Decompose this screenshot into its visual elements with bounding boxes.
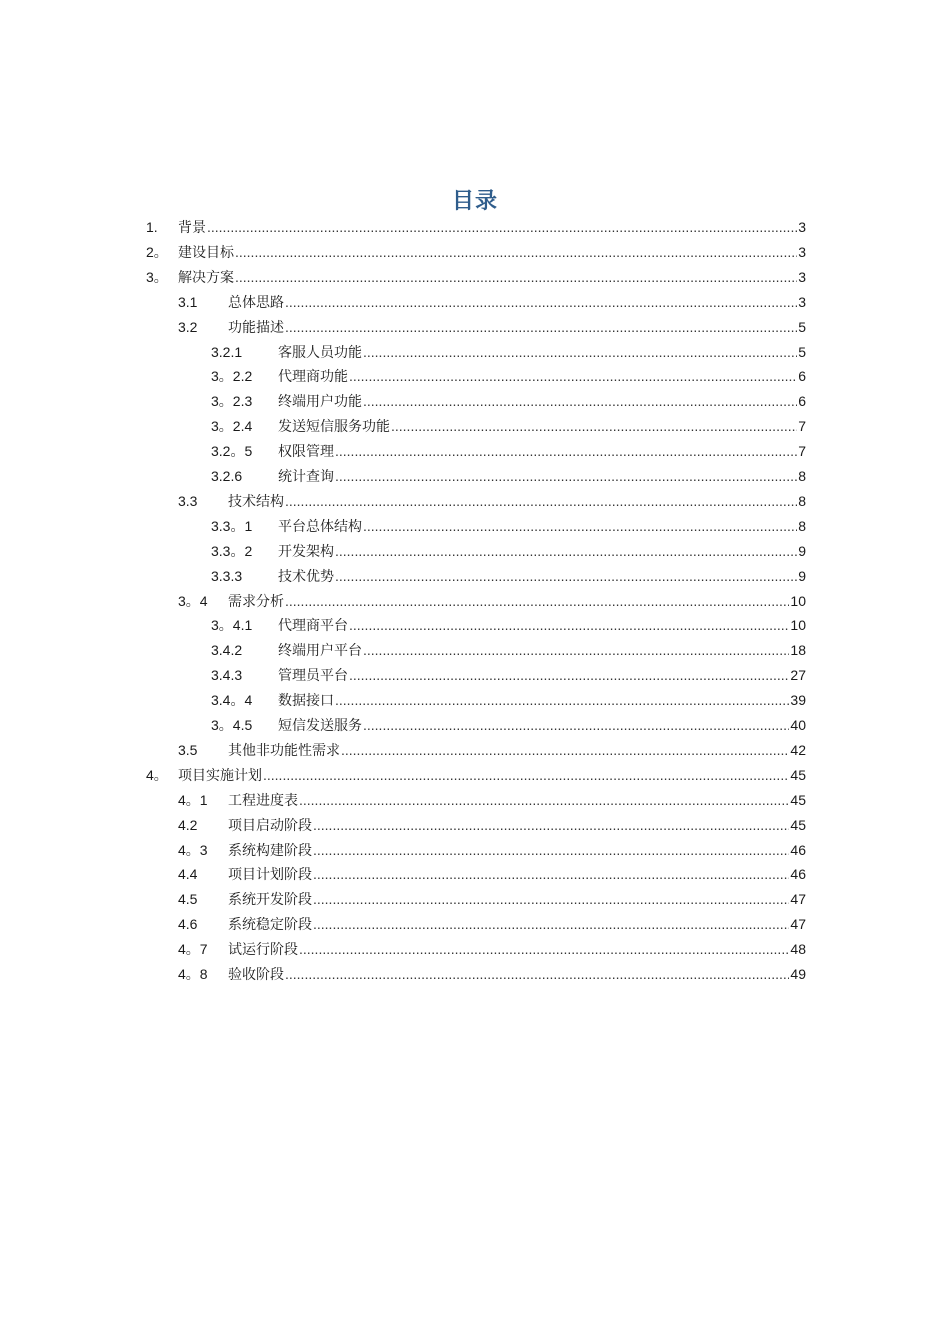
toc-entry-number: 3.4。4 xyxy=(211,692,253,709)
toc-dot-leader xyxy=(285,589,789,613)
toc-entry-number: 3.3。2 xyxy=(211,542,253,559)
toc-entry-page-number: 18 xyxy=(790,642,806,659)
toc-entry-number: 4.4 xyxy=(178,866,198,883)
toc-entry-page-number: 46 xyxy=(790,866,806,883)
toc-dot-leader xyxy=(285,290,797,314)
toc-entry-page-number: 40 xyxy=(790,717,806,733)
toc-entry-page-number: 5 xyxy=(798,318,806,335)
toc-dot-leader xyxy=(349,364,797,388)
toc-dot-leader xyxy=(363,638,789,662)
toc-dot-leader xyxy=(341,738,789,762)
toc-entry-title: 项目计划阶段 xyxy=(228,866,312,883)
toc-entry[interactable] xyxy=(178,290,806,314)
toc-entry-title: 解决方案 xyxy=(178,268,234,285)
toc-entry-title: 权限管理 xyxy=(278,443,334,460)
toc-entry[interactable] xyxy=(178,813,806,837)
toc-entry-title: 背景 xyxy=(178,219,206,235)
toc-entry-page-number: 3 xyxy=(798,268,806,285)
toc-entry-number: 3.3 xyxy=(178,492,198,509)
toc-dot-leader xyxy=(335,464,797,488)
toc-entry-title: 建设目标 xyxy=(178,243,234,260)
toc-entry-page-number: 5 xyxy=(798,343,806,360)
toc-entry[interactable] xyxy=(211,638,806,662)
toc-entry-page-number: 8 xyxy=(798,517,806,534)
toc-entry-title: 开发架构 xyxy=(278,542,334,559)
toc-dot-leader xyxy=(313,862,789,886)
toc-entry-title: 系统构建阶段 xyxy=(228,841,312,858)
toc-entry-page-number: 42 xyxy=(790,741,806,758)
toc-entry-number: 3。4.1 xyxy=(211,617,253,634)
toc-entry-page-number: 48 xyxy=(790,941,806,958)
toc-entry-number: 3.2。5 xyxy=(211,443,253,460)
toc-entry-page-number: 39 xyxy=(790,692,806,709)
toc-dot-leader xyxy=(313,912,789,936)
toc-entry[interactable] xyxy=(178,838,806,862)
toc-entry-number: 3.1 xyxy=(178,293,198,310)
toc-dot-leader xyxy=(363,713,789,737)
toc-entry[interactable] xyxy=(211,389,806,413)
toc-entry-number: 3。2.2 xyxy=(211,368,253,385)
toc-entry[interactable] xyxy=(178,887,806,911)
toc-entry-number: 3。4 xyxy=(178,592,208,609)
toc-entry-number: 3.2.6 xyxy=(211,468,243,484)
toc-entry[interactable] xyxy=(178,738,806,762)
toc-entry-page-number: 3 xyxy=(798,293,806,310)
toc-entry-number: 3。2.3 xyxy=(211,393,253,410)
toc-entry-title: 验收阶段 xyxy=(228,966,284,982)
toc-entry-page-number: 47 xyxy=(790,916,806,933)
toc-entry-title: 需求分析 xyxy=(228,592,284,609)
toc-entry[interactable] xyxy=(211,613,806,637)
toc-entry-number: 4。1 xyxy=(178,791,208,808)
toc-entry-page-number: 9 xyxy=(798,567,806,584)
toc-entry[interactable] xyxy=(211,340,806,364)
toc-entry[interactable] xyxy=(211,564,806,588)
toc-entry[interactable] xyxy=(211,663,806,687)
toc-entry[interactable] xyxy=(211,414,806,438)
toc-entry[interactable] xyxy=(178,937,806,961)
toc-entry-page-number: 3 xyxy=(798,243,806,260)
toc-entry-title: 项目实施计划 xyxy=(178,766,262,783)
toc-dot-leader xyxy=(299,937,789,961)
toc-dot-leader xyxy=(335,539,797,563)
toc-dot-leader xyxy=(285,962,789,986)
toc-dot-leader xyxy=(313,813,789,837)
toc-dot-leader xyxy=(235,240,797,264)
toc-entry[interactable] xyxy=(178,589,806,613)
toc-entry-number: 3.3。1 xyxy=(211,517,253,534)
toc-entry-page-number: 45 xyxy=(790,816,806,833)
toc-entry-title: 系统稳定阶段 xyxy=(228,916,312,933)
toc-entry-number: 4.2 xyxy=(178,816,198,833)
toc-entry-number: 4.5 xyxy=(178,891,198,908)
toc-entry-title: 试运行阶段 xyxy=(228,941,298,958)
toc-dot-leader xyxy=(335,439,797,463)
toc-entry[interactable] xyxy=(211,464,806,488)
toc-entry-page-number: 8 xyxy=(798,468,806,484)
toc-entry-number: 2。 xyxy=(146,243,168,260)
toc-entry[interactable] xyxy=(178,788,806,812)
toc-entry[interactable] xyxy=(178,315,806,339)
toc-entry[interactable] xyxy=(211,439,806,463)
toc-dot-leader xyxy=(363,340,797,364)
toc-entry-page-number: 45 xyxy=(790,766,806,783)
toc-entry-page-number: 27 xyxy=(790,667,806,684)
toc-entry-number: 4。3 xyxy=(178,841,208,858)
toc-entry[interactable] xyxy=(146,215,806,239)
toc-entry-title: 总体思路 xyxy=(228,293,284,310)
toc-dot-leader xyxy=(335,688,789,712)
toc-entry-page-number: 7 xyxy=(798,418,806,435)
toc-entry-number: 3。 xyxy=(146,268,168,285)
toc-dot-leader xyxy=(363,389,797,413)
toc-entry-page-number: 6 xyxy=(798,368,806,385)
toc-entry[interactable] xyxy=(178,489,806,513)
toc-dot-leader xyxy=(313,838,789,862)
toc-dot-leader xyxy=(235,265,797,289)
toc-entry-title: 系统开发阶段 xyxy=(228,891,312,908)
toc-entry[interactable] xyxy=(178,862,806,886)
toc-dot-leader xyxy=(285,315,797,339)
toc-dot-leader xyxy=(363,514,797,538)
toc-entry-title: 短信发送服务 xyxy=(278,717,362,733)
toc-entry-title: 项目启动阶段 xyxy=(228,816,312,833)
toc-entry-number: 3.2 xyxy=(178,318,198,335)
toc-entry-title: 技术结构 xyxy=(228,492,284,509)
toc-entry-number: 3。4.5 xyxy=(211,717,253,733)
toc-entry[interactable] xyxy=(211,514,806,538)
toc-entry-number: 3。2.4 xyxy=(211,418,253,435)
toc-entry-page-number: 9 xyxy=(798,542,806,559)
toc-entry-title: 终端用户功能 xyxy=(278,393,362,410)
toc-entry-title: 数据接口 xyxy=(278,692,334,709)
toc-entry-title: 终端用户平台 xyxy=(278,642,362,659)
toc-entry-page-number: 10 xyxy=(790,617,806,634)
toc-entry-number: 4。7 xyxy=(178,941,208,958)
toc-entry-number: 3.2.1 xyxy=(211,343,243,360)
toc-entry-number: 3.3.3 xyxy=(211,567,243,584)
toc-entry[interactable] xyxy=(211,713,806,737)
toc-entry-page-number: 45 xyxy=(790,791,806,808)
toc-entry-page-number: 8 xyxy=(798,492,806,509)
toc-entry-title: 技术优势 xyxy=(278,567,334,584)
toc-entry-title: 工程进度表 xyxy=(228,791,298,808)
toc-entry-number: 4。 xyxy=(146,766,168,783)
toc-entry[interactable] xyxy=(146,265,806,289)
toc-entry[interactable] xyxy=(178,912,806,936)
toc-entry-page-number: 10 xyxy=(790,592,806,609)
toc-entry-number: 3.4.2 xyxy=(211,642,243,659)
toc-dot-leader xyxy=(349,613,789,637)
toc-entry-page-number: 6 xyxy=(798,393,806,410)
toc-entry-number: 4。8 xyxy=(178,966,208,982)
toc-entry-title: 平台总体结构 xyxy=(278,517,362,534)
toc-dot-leader xyxy=(349,663,789,687)
toc-dot-leader xyxy=(299,788,789,812)
toc-entry-title: 功能描述 xyxy=(228,318,284,335)
toc-entry[interactable] xyxy=(178,962,806,986)
toc-entry-number: 3.4.3 xyxy=(211,667,243,684)
toc-entry-title: 管理员平台 xyxy=(278,667,348,684)
toc-entry-number: 3.5 xyxy=(178,741,198,758)
toc-dot-leader xyxy=(263,763,789,787)
toc-entry-title: 代理商功能 xyxy=(278,368,348,385)
toc-entry-number: 1. xyxy=(146,219,158,235)
toc-entry-title: 统计查询 xyxy=(278,468,334,484)
toc-entry-page-number: 49 xyxy=(790,966,806,982)
toc-dot-leader xyxy=(313,887,789,911)
toc-entry[interactable] xyxy=(211,688,806,712)
toc-dot-leader xyxy=(391,414,797,438)
toc-dot-leader xyxy=(207,215,797,239)
toc-entry-title: 发送短信服务功能 xyxy=(278,418,390,435)
toc-entry-title: 代理商平台 xyxy=(278,617,348,634)
toc-entry-number: 4.6 xyxy=(178,916,198,933)
toc-entry-title: 客服人员功能 xyxy=(278,343,362,360)
toc-title: 目录 xyxy=(451,189,498,214)
toc-entry[interactable] xyxy=(146,763,806,787)
toc-dot-leader xyxy=(285,489,797,513)
toc-entry[interactable] xyxy=(146,240,806,264)
toc-entry-page-number: 3 xyxy=(798,219,806,235)
toc-entry-page-number: 7 xyxy=(798,443,806,460)
toc-entry[interactable] xyxy=(211,364,806,388)
toc-dot-leader xyxy=(335,564,797,588)
toc-entry-title: 其他非功能性需求 xyxy=(228,741,340,758)
toc-entry[interactable] xyxy=(211,539,806,563)
toc-entry-page-number: 46 xyxy=(790,841,806,858)
toc-entry-page-number: 47 xyxy=(790,891,806,908)
